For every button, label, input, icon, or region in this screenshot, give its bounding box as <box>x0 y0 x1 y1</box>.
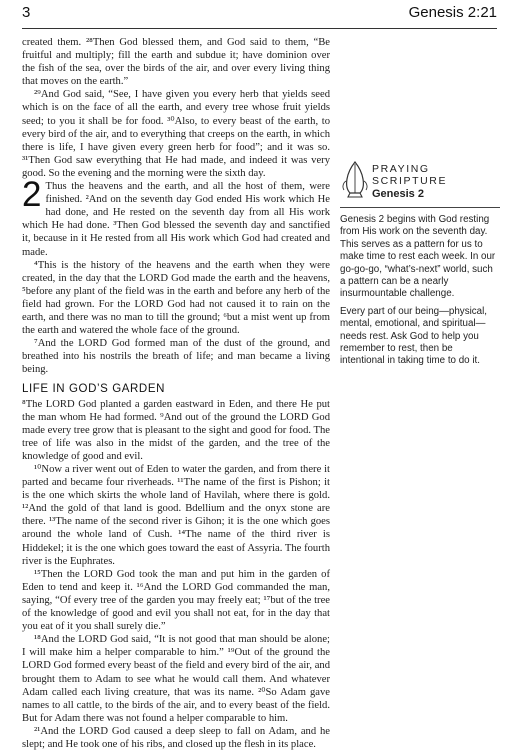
sidebar-reference: Genesis 2 <box>372 188 424 200</box>
verse-text: Thus the heavens and the earth, and all the host of them, were finished. ²And on the seventh day God ended His work which He had done, and He rested on the seventh day from all His work which He had done. ³Then God blessed the seventh day and sanctified it, because in it He rested from all His work which God had created and made. <box>22 181 330 258</box>
verse-paragraph: ¹⁰Now a river went out of Eden to water the garden, and from there it parted and became four riverheads. ¹¹The name of the first is Pishon; it is the one which skirts the whole land of Havilah, where there is gold. ¹²And the gold of that land is good. Bdellium and the onyx stone are there. ¹³The name of the second river is Gihon; it is the one which goes around the whole land of Cush. ¹⁴The name of the third river is Hiddekel; it is the one which goes toward the east of Assyria. The fourth river is the Euphrates. <box>22 464 330 567</box>
sidebar-header <box>340 159 500 205</box>
sidebar-paragraph: Every part of our being—physical, mental, emotional, and spiritual—needs rest. Ask God to help you remember to rest, then be intentional in taking time to do it. <box>340 305 488 367</box>
scripture-column <box>22 36 330 751</box>
verse-paragraph: ²¹And the LORD God caused a deep sleep to fall on Adam, and he slept; and He took one of his ribs, and closed up the flesh in its place. <box>22 725 330 750</box>
chapter-start-paragraph <box>22 175 330 259</box>
verse-paragraph: ¹⁸And the LORD God said, “It is not good that man should be alone; I will make him a helper comparable to him.” ¹⁹Out of the ground the LORD God formed every beast of the field and every bird of the air, and brought them to Adam to see what he would call them. And whatever Adam called each living creature, that was its name. ²⁰So Adam gave names to all cattle, to the birds of the air, and to every beast of the field. But for Adam there was not found a helper comparable to him. <box>22 634 330 724</box>
page-number: 3 <box>22 4 31 21</box>
praying-scripture-sidebar <box>340 159 500 373</box>
chapter-reference: Genesis 2:21 <box>408 4 497 21</box>
chapter-number: 2 <box>22 175 42 215</box>
sidebar-rule <box>340 207 500 208</box>
sidebar-body <box>340 214 500 368</box>
verse-paragraph: created them. ²⁸Then God blessed them, and God said to them, “Be fruitful and multiply; fill the earth and subdue it; have dominion over the fish of the sea, over the birds of the air, and over every living thing that moves on the earth.” <box>22 37 330 88</box>
header-rule <box>22 28 497 29</box>
sidebar-title-line1: PRAYING <box>372 163 430 175</box>
sidebar-paragraph: Genesis 2 begins with God resting from His work on the seventh day. This serves as a pattern for us to make time to rest each week. In our go-go-go, “what’s-next” world, such a pattern can be a nearly insurmountable challenge. <box>340 214 496 300</box>
section-heading: LIFE IN GOD’S GARDEN <box>22 383 165 396</box>
verse-paragraph: ²⁹And God said, “See, I have given you every herb that yields seed which is on the face of all the earth, and every tree whose fruit yields seed; to you it shall be for food. ³⁰Also, to every beast of the earth, to every bird of the air, and to everything that creeps on the earth, in which there is life, I have given every green herb for food”; and it was so. ³¹Then God saw everything that He had made, and indeed it was very good. So the evening and the morning were the sixth day. <box>22 89 330 179</box>
sidebar-title <box>372 163 447 187</box>
verse-paragraph: ⁷And the LORD God formed man of the dust of the ground, and breathed into his nostrils the breath of life; and man became a living being. <box>22 338 330 376</box>
praying-hands-icon <box>340 159 370 199</box>
verse-paragraph: ⁸The LORD God planted a garden eastward in Eden, and there He put the man whom He had formed. ⁹And out of the ground the LORD God made every tree grow that is pleasant to the sight and good for food. The tree of life was also in the midst of the garden, and the tree of the knowledge of good and evil. <box>22 398 330 462</box>
sidebar-title-line2: SCRIPTURE <box>372 175 448 187</box>
verse-paragraph: ⁴This is the history of the heavens and the earth when they were created, in the day that the LORD God made the earth and the heavens, ⁵before any plant of the field was in the earth and before any herb of the field had grown. For the LORD God had not caused it to rain on the earth, and there was no man to till the ground; ⁶but a mist went up from the earth and watered the whole face of the ground. <box>22 259 330 337</box>
verse-paragraph: ¹⁵Then the LORD God took the man and put him in the garden of Eden to tend and keep it. ¹⁶And the LORD God commanded the man, saying, “Of every tree of the garden you may freely eat; ¹⁷but of the tree of the knowledge of good and evil you shall not eat, for in the day that you eat of it you shall surely die.” <box>22 568 330 633</box>
